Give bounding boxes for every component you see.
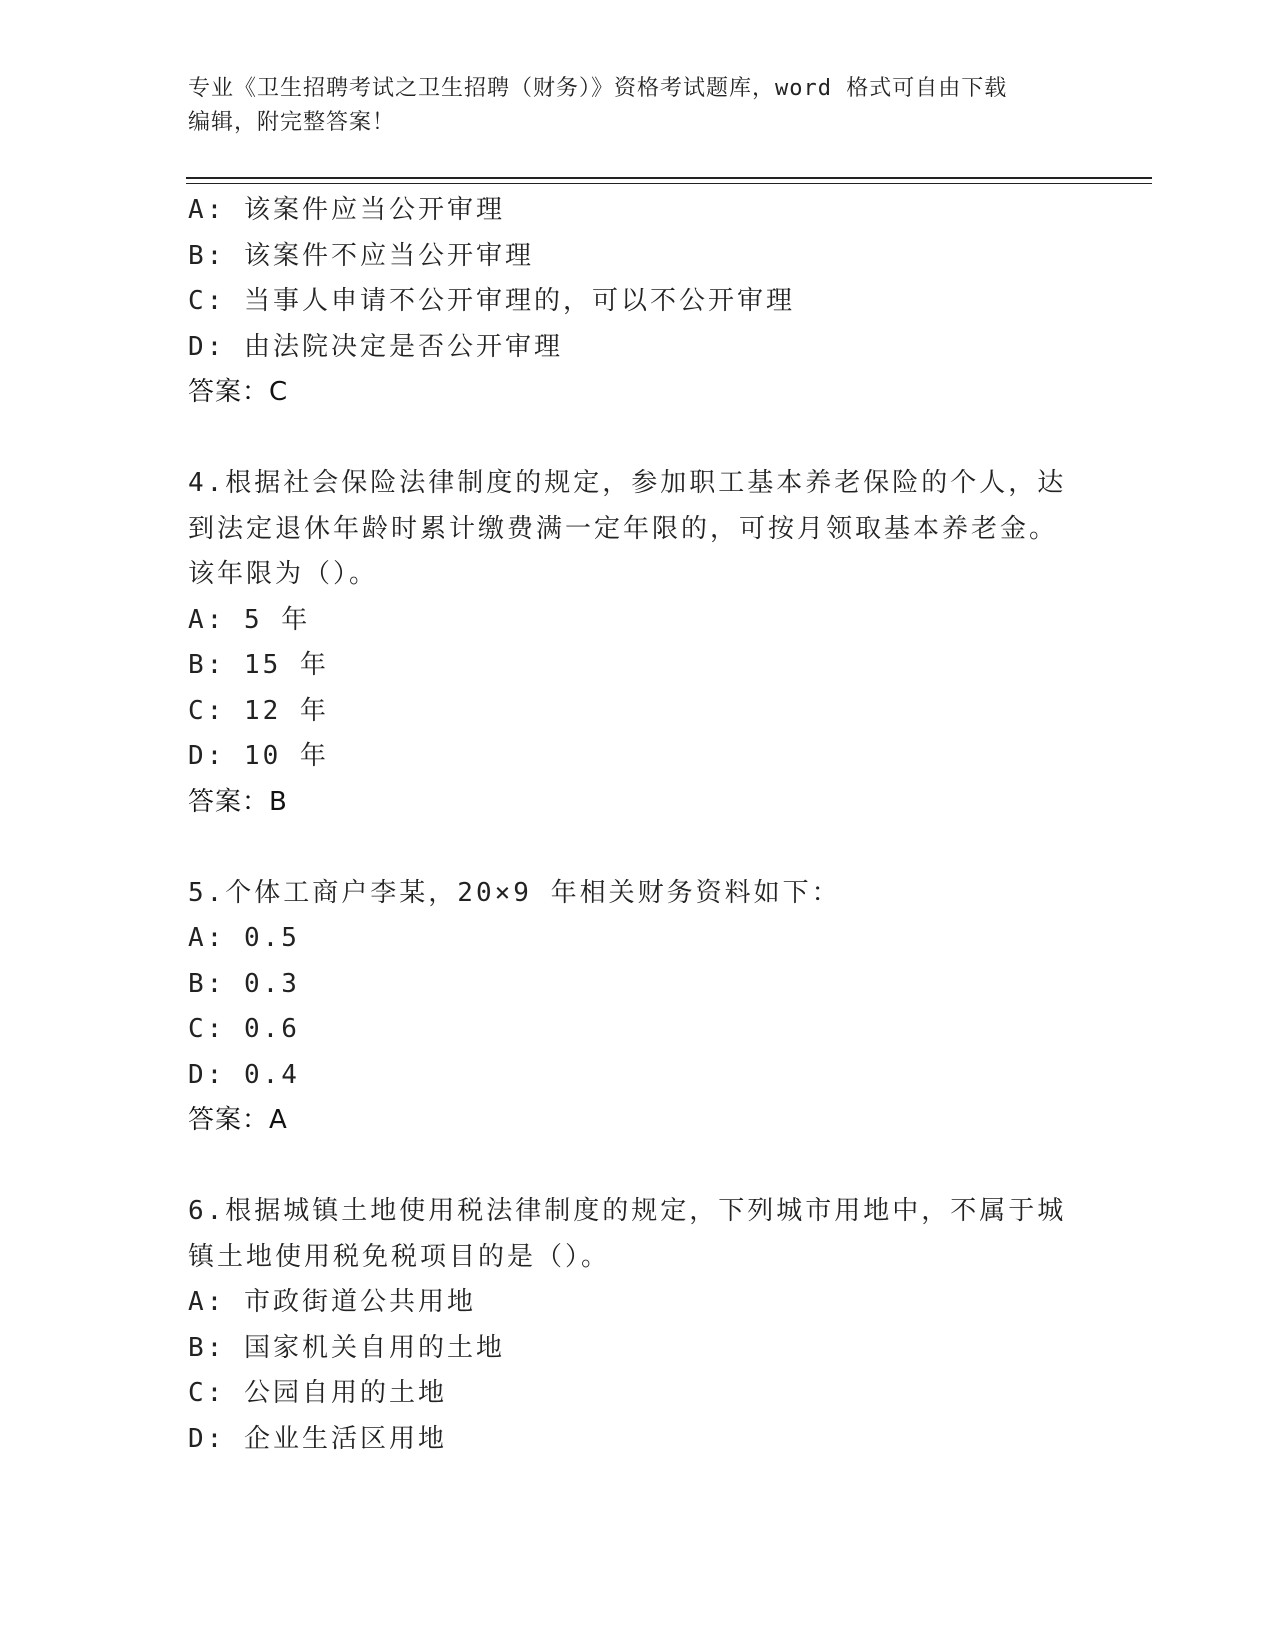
q4-stem-line-2: 到法定退休年龄时累计缴费满一定年限的，可按月领取基本养老金。 xyxy=(188,513,1059,544)
spacer xyxy=(188,1144,1088,1190)
q5-option-b: B: 0.3 xyxy=(188,968,300,999)
q5-stem-line-1: 5.个体工商户李某，20×9 年相关财务资料如下： xyxy=(188,877,841,908)
q6-stem-line-2: 镇土地使用税免税项目的是（）。 xyxy=(188,1241,611,1272)
question-list xyxy=(188,188,1088,1462)
document-header xyxy=(188,72,1068,140)
q5-option-d: D: 0.4 xyxy=(188,1059,300,1090)
q5-option-a: A: 0.5 xyxy=(188,923,300,953)
question-4 xyxy=(188,461,1088,825)
q4-option-d: D: 10 年 xyxy=(188,741,329,771)
q4-answer: 答案：B xyxy=(188,786,288,817)
q3-option-c: C: 当事人申请不公开审理的，可以不公开审理 xyxy=(188,286,795,316)
q4-option-b: B: 15 年 xyxy=(188,650,329,680)
q6-option-d: D: 企业生活区用地 xyxy=(188,1423,447,1454)
question-3 xyxy=(188,188,1088,416)
q5-option-c: C: 0.6 xyxy=(188,1014,300,1044)
q3-option-a: A: 该案件应当公开审理 xyxy=(188,195,505,225)
q6-stem-line-1: 6.根据城镇土地使用税法律制度的规定，下列城市用地中，不属于城 xyxy=(188,1196,1067,1226)
q4-option-a: A: 5 年 xyxy=(188,604,311,635)
header-divider-thick xyxy=(186,177,1152,179)
q6-option-a: A: 市政街道公共用地 xyxy=(188,1287,476,1317)
spacer xyxy=(188,825,1088,871)
question-5 xyxy=(188,871,1088,1144)
header-intro-line-2: 编辑，附完整答案！ xyxy=(188,110,396,135)
header-divider-thin xyxy=(186,183,1152,184)
q3-option-b: B: 该案件不应当公开审理 xyxy=(188,240,534,271)
q4-stem-line-1: 4.根据社会保险法律制度的规定，参加职工基本养老保险的个人，达 xyxy=(188,468,1067,498)
header-intro-line-1: 专业《卫生招聘考试之卫生招聘（财务）》资格考试题库，word 格式可自由下载 xyxy=(188,76,1008,101)
q4-stem-line-3: 该年限为（）。 xyxy=(188,559,379,589)
spacer xyxy=(188,416,1088,462)
q6-option-c: C: 公园自用的土地 xyxy=(188,1378,447,1408)
q3-option-d: D: 由法院决定是否公开审理 xyxy=(188,331,563,362)
q5-answer: 答案：A xyxy=(188,1105,288,1135)
question-6 xyxy=(188,1189,1088,1462)
q6-option-b: B: 国家机关自用的土地 xyxy=(188,1332,505,1363)
q4-option-c: C: 12 年 xyxy=(188,695,329,726)
q3-answer: 答案：C xyxy=(188,377,289,407)
